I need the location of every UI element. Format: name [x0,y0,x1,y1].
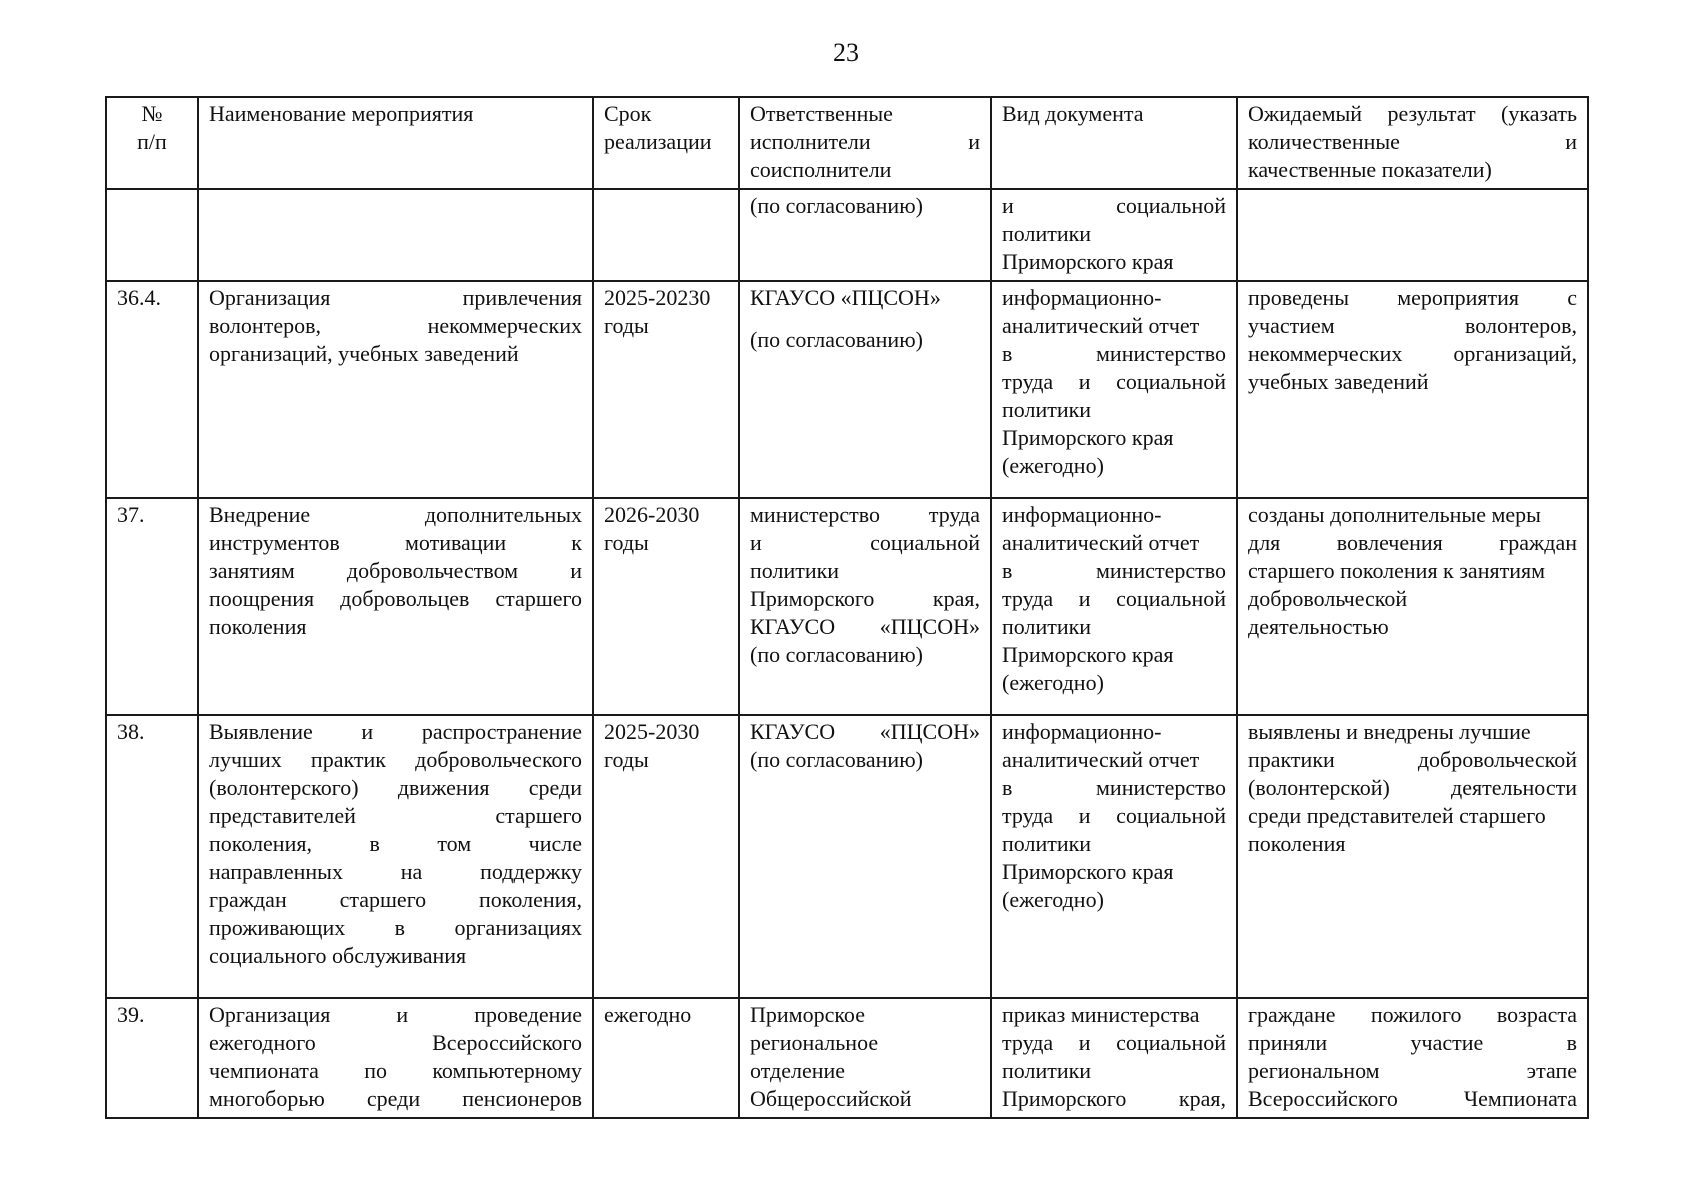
term-line: годы [604,747,649,772]
term-line: ежегодно [604,1002,692,1027]
table-row [106,715,1588,998]
document-type-cell [991,715,1237,998]
term-cell [593,715,739,998]
action-plan-table [105,96,1589,1119]
row-number-cell [106,498,198,715]
result-line: проведены мероприятия с [1248,285,1577,310]
executors-cell [739,715,991,998]
document-line: Приморского края [1002,249,1174,274]
header-number [106,97,198,189]
table-row [106,498,1588,715]
document-type-cell [991,998,1237,1118]
result-line: участием волонтеров, [1248,313,1577,338]
executors-line: региональное [750,1030,879,1055]
executors-line: отделение [750,1058,846,1083]
event-name-line: представителей старшего [209,803,582,828]
executors-line: (по согласованию) [750,327,923,352]
result-line: добровольческой [1248,586,1408,611]
event-name-cell [198,715,593,998]
executors-line: политики [750,558,840,583]
document-line: и социальной [1002,193,1226,218]
document-type-cell [991,281,1237,498]
header-result-line-1: Ожидаемый результат (указать [1248,101,1577,126]
executors-spacer [750,312,980,326]
document-line: Приморского края [1002,859,1174,884]
header-executors-line-3: соисполнители [750,157,892,182]
header-term [593,97,739,189]
result-line: выявлены и внедрены лучшие [1248,719,1531,744]
document-line: информационно- [1002,502,1162,527]
event-name-line: занятиям добровольчеством и [209,558,582,583]
expected-result-cell [1237,498,1588,715]
document-line: информационно- [1002,719,1162,744]
executors-line: Приморское [750,1002,865,1027]
document-line: политики [1002,221,1092,246]
expected-result-cell [1237,715,1588,998]
document-line: аналитический отчет [1002,747,1200,772]
document-line: политики [1002,1058,1092,1083]
header-document-type-text: Вид документа [1002,101,1144,126]
document-line: (ежегодно) [1002,453,1104,478]
page-number: 23 [833,38,859,67]
event-name-line: организаций, учебных заведений [209,341,519,366]
document-line: труда и социальной [1002,586,1226,611]
event-name-cell [198,281,593,498]
term-cell [593,189,739,281]
document-line: политики [1002,831,1092,856]
result-line: Всероссийского Чемпионата [1248,1086,1577,1111]
term-cell [593,281,739,498]
header-event-name-text: Наименование мероприятия [209,101,474,126]
header-number-line-1: № [141,101,163,126]
result-line: деятельностью [1248,614,1389,639]
document-line: труда и социальной [1002,803,1226,828]
expected-result-cell [1237,281,1588,498]
table-row [106,998,1588,1118]
row-number: 36.4. [117,285,161,310]
document-line: Приморского края, [1002,1086,1226,1111]
event-name-line: Организация и проведение [209,1002,582,1027]
table-header-row [106,97,1588,189]
row-number-cell [106,281,198,498]
result-line: поколения [1248,831,1346,856]
result-line: старшего поколения к занятиям [1248,558,1546,583]
event-name-line: инструментов мотивации к [209,530,582,555]
document-line: в министерство [1002,775,1226,800]
executors-line: (по согласованию) [750,642,923,667]
executors-cell [739,498,991,715]
row-number: 39. [117,1002,145,1027]
event-name-line: поколения [209,614,307,639]
document-line: (ежегодно) [1002,670,1104,695]
result-line: региональном этапе [1248,1058,1577,1083]
event-name-line: проживающих в организациях [209,915,582,940]
executors-line: КГАУСО «ПЦСОН» [750,719,980,744]
event-name-line: направленных на поддержку [209,859,582,884]
result-line: созданы дополнительные меры [1248,502,1541,527]
event-name-line: (волонтерского) движения среди [209,775,582,800]
result-line: (волонтерской) деятельности [1248,775,1577,800]
event-name-line: поощрения добровольцев старшего [209,586,582,611]
executors-line: (по согласованию) [750,193,923,218]
header-term-line-1: Срок [604,101,652,126]
term-line: 2025-2030 [604,719,700,744]
executors-cell [739,998,991,1118]
term-line: 2025-20230 [604,285,711,310]
document-line: Приморского края [1002,425,1174,450]
document-line: в министерство [1002,341,1226,366]
term-cell [593,498,739,715]
event-name-line: Внедрение дополнительных [209,502,582,527]
executors-line: и социальной [750,530,980,555]
term-line: 2026-2030 [604,502,700,527]
result-line: некоммерческих организаций, [1248,341,1577,366]
event-name-line: лучших практик добровольческого [209,747,582,772]
executors-cell [739,281,991,498]
executors-line: Приморского края, [750,586,980,611]
executors-line: КГАУСО «ПЦСОН» [750,285,941,310]
document-line: аналитический отчет [1002,313,1200,338]
event-name-line: социального обслуживания [209,943,467,968]
event-name-cell [198,998,593,1118]
header-event-name [198,97,593,189]
term-line: годы [604,530,649,555]
term-cell [593,998,739,1118]
result-line: для вовлечения граждан [1248,530,1577,555]
header-expected-result [1237,97,1588,189]
document-line: Приморского края [1002,642,1174,667]
event-name-line: поколения, в том числе [209,831,582,856]
executors-line: КГАУСО «ПЦСОН» [750,614,980,639]
event-name-line: чемпионата по компьютерному [209,1058,582,1083]
event-name-line: Организация привлечения [209,285,582,310]
header-number-line-2: п/п [137,129,167,154]
document-line: труда и социальной [1002,1030,1226,1055]
header-result-line-2: количественные и [1248,129,1577,154]
row-number: 37. [117,502,145,527]
event-name-line: волонтеров, некоммерческих [209,313,582,338]
row-number: 38. [117,719,145,744]
executors-line: (по согласованию) [750,747,923,772]
event-name-line: многоборью среди пенсионеров [209,1086,582,1111]
header-result-line-3: качественные показатели) [1248,157,1492,182]
document-line: аналитический отчет [1002,530,1200,555]
result-line: среди представителей старшего [1248,803,1546,828]
result-line: учебных заведений [1248,369,1429,394]
expected-result-cell [1237,189,1588,281]
expected-result-cell [1237,998,1588,1118]
executors-cell [739,189,991,281]
row-number-cell [106,715,198,998]
table-row [106,281,1588,498]
document-type-cell [991,189,1237,281]
result-line: граждане пожилого возраста [1248,1002,1577,1027]
executors-line: министерство труда [750,502,980,527]
result-line: приняли участие в [1248,1030,1577,1055]
term-line: годы [604,313,649,338]
header-term-line-2: реализации [604,129,712,154]
document-line: в министерство [1002,558,1226,583]
header-executors-line-1: Ответственные [750,101,893,126]
event-name-line: граждан старшего поколения, [209,887,582,912]
document-line: приказ министерства [1002,1002,1200,1027]
event-name-line: ежегодного Всероссийского [209,1030,582,1055]
event-name-cell [198,189,593,281]
executors-line: Общероссийской [750,1086,912,1111]
table-row [106,189,1588,281]
header-document-type [991,97,1237,189]
document-line: информационно- [1002,285,1162,310]
header-executors-line-2: исполнители и [750,129,980,154]
event-name-line: Выявление и распространение [209,719,582,744]
document-line: труда и социальной [1002,369,1226,394]
row-number-cell [106,998,198,1118]
row-number-cell [106,189,198,281]
document-line: политики [1002,397,1092,422]
result-line: практики добровольческой [1248,747,1577,772]
document-type-cell [991,498,1237,715]
event-name-cell [198,498,593,715]
document-line: политики [1002,614,1092,639]
header-executors [739,97,991,189]
document-line: (ежегодно) [1002,887,1104,912]
